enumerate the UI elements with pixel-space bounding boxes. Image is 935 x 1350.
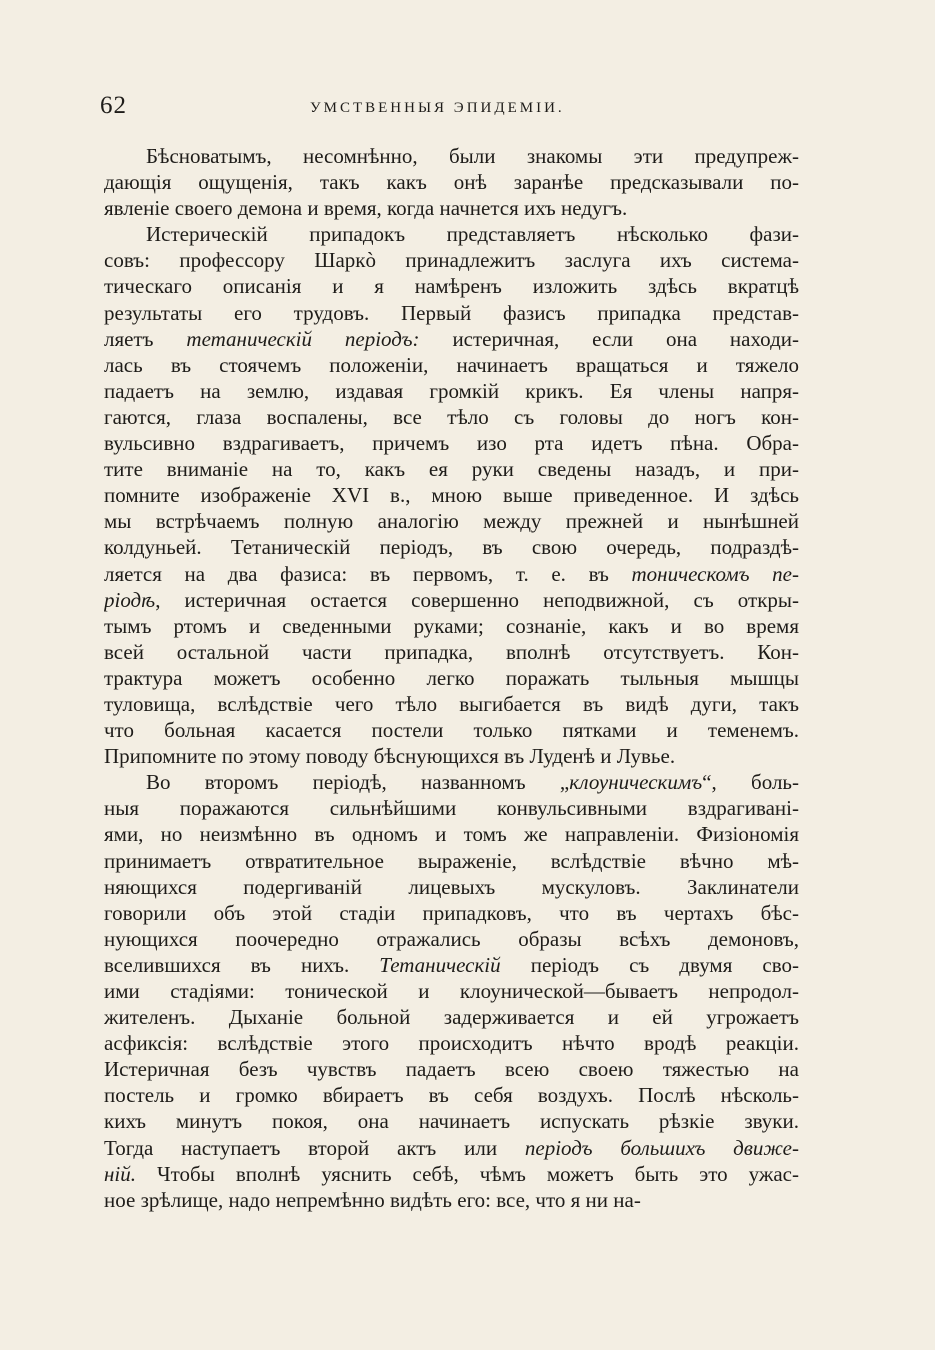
text-line [104,1135,799,1161]
text-segment: жителенъ. Дыханіе больной задерживается и ей угрожаетъ [104,1005,799,1030]
text-segment: помните изображеніе XVI в., мною выше приведенное. И здѣсь [104,483,799,508]
text-line [104,874,799,900]
text-line [104,665,799,691]
text-line [104,587,799,613]
page-header [100,92,830,132]
text-line [104,326,799,352]
text-segment: колдуньей. Тетаническій періодъ, въ свою очередь, подраздѣ- [104,535,799,560]
page-number: 62 [100,92,127,119]
text-segment: Во второмъ періодѣ, названномъ „ [146,770,570,795]
text-line [104,821,799,847]
text-line [104,221,799,247]
text-line [104,404,799,430]
text-segment: асфиксія: вслѣдствіе этого происходитъ нѣчто вродѣ реакціи. [104,1031,799,1056]
text-segment: періодъ съ двумя сво- [500,952,799,977]
text-segment: няющихся подергиваній лицевыхъ мускуловъ. Заклинатели [104,874,799,899]
text-line [104,534,799,560]
text-line [104,1056,799,1082]
text-segment: лась въ стоячемъ положеніи, начинаетъ вращаться и тяжело [104,352,799,377]
text-segment: ями, но неизмѣнно въ одномъ и томъ же направленіи. Физіономія [104,822,799,847]
text-line [104,978,799,1004]
text-segment: говорили объ этой стадіи припадковъ, что въ чертахъ бѣс- [104,900,799,925]
text-line [104,1161,799,1187]
text-line [104,456,799,482]
text-segment: что больная касается постели только пятками и теменемъ. [104,718,799,743]
text-line [104,378,799,404]
text-segment: Истерическій припадокъ представляетъ нѣсколько фази- [146,222,799,247]
text-line [104,900,799,926]
text-line [104,613,799,639]
text-segment: вульсивно вздрагиваетъ, причемъ изо рта идетъ пѣна. Обра- [104,431,799,456]
text-line [104,352,799,378]
body-text [104,143,799,1213]
text-segment: истеричная, если она находи- [419,326,799,351]
text-line [104,430,799,456]
text-segment: кихъ минутъ покоя, она начинаетъ испускать рѣзкіе звуки. [104,1109,799,1134]
running-title: УМСТВЕННЫЯ ЭПИДЕМІИ. [310,100,565,116]
text-segment: Чтобы вполнѣ уяснить себѣ, чѣмъ можетъ быть это ужас- [136,1161,799,1186]
italic-text: ріодѣ [104,587,156,612]
text-segment: вселившихся въ нихъ. [104,952,380,977]
text-segment: ное зрѣлище, надо непремѣнно видѣть его: все, что я ни на- [104,1187,641,1212]
text-segment: явленіе своего демона и время, когда начнется ихъ недугъ. [104,196,628,221]
text-line [104,273,799,299]
text-line [104,247,799,273]
italic-text: Тетаническій [379,952,501,977]
text-line [104,1187,799,1213]
text-segment: падаетъ на землю, издавая громкій крикъ. Ея члены напря- [104,378,799,403]
text-segment: Истеричная безъ чувствъ падаетъ всею своею тяжестью на [104,1057,799,1082]
text-segment: Припомните по этому поводу бѣснующихся въ Луденѣ и Лувье. [104,744,676,769]
text-line [104,561,799,587]
text-segment: тымъ ртомъ и сведенными руками; сознаніе, какъ и во время [104,613,799,638]
text-line [104,691,799,717]
italic-text: клоуническимъ [569,770,703,795]
text-segment: Тогда наступаетъ второй актъ или [104,1135,525,1160]
text-segment: ими стадіями: тонической и клоунической—бываетъ непродол- [104,979,799,1003]
text-segment: всей остальной части припадка, вполнѣ отсутствуетъ. Кон- [104,639,799,664]
italic-text: ній. [104,1161,137,1186]
text-line [104,769,799,795]
text-segment: ляетъ [104,326,187,351]
text-line [104,795,799,821]
italic-text: тоническомъ пе- [631,561,799,586]
text-line [104,300,799,326]
text-line [104,169,799,195]
text-segment: ныя поражаются сильнѣйшими конвульсивными вздрагивані- [104,796,799,821]
text-line [104,1082,799,1108]
text-segment: , истеричная остается совершенно неподвижной, съ откры- [155,587,799,612]
text-segment: гаются, глаза воспалены, все тѣло съ головы до ногъ кон- [104,404,799,429]
text-segment: совъ: профессору Шаркò принадлежитъ заслуга ихъ система- [104,248,799,273]
text-line [104,926,799,952]
text-segment: нующихся поочередно отражались образы всѣхъ демоновъ, [104,926,799,951]
text-segment: постель и громко вбираетъ въ себя воздухъ. Послѣ нѣсколь- [104,1083,799,1108]
text-segment: результаты его трудовъ. Первый фазисъ припадка представ- [104,300,799,325]
text-segment: тическаго описанія и я намѣренъ изложить здѣсь вкратцѣ [104,274,799,299]
text-line [104,952,799,978]
text-segment: трактура можетъ особенно легко поражать тыльныя мышцы [104,665,799,690]
text-line [104,743,799,769]
text-line [104,482,799,508]
text-line [104,508,799,534]
text-segment: дающія ощущенія, такъ какъ онѣ заранѣе предсказывали по- [104,170,799,195]
text-line [104,143,799,169]
text-segment: Бѣсноватымъ, несомнѣнно, были знакомы эти предупреж- [146,144,799,168]
text-line [104,1030,799,1056]
text-line [104,639,799,665]
text-segment: “, боль- [702,770,799,795]
text-line [104,717,799,743]
text-segment: принимаетъ отвратительное выраженіе, вслѣдствіе вѣчно мѣ- [104,848,799,873]
text-line [104,195,799,221]
text-segment: туловища, вслѣдствіе чего тѣло выгибается въ видѣ дуги, такъ [104,691,799,716]
text-segment: ляется на два фазиса: въ первомъ, т. е. въ [104,561,632,586]
italic-text: періодъ большихъ движе- [524,1135,799,1160]
text-segment: тите вниманіе на то, какъ ея руки сведены назадъ, и при- [104,457,799,482]
text-segment: мы встрѣчаемъ полную аналогію между прежней и нынѣшней [104,509,799,534]
text-line [104,1108,799,1134]
text-line [104,1004,799,1030]
text-line [104,848,799,874]
italic-text: тетаническій періодъ: [186,326,420,351]
